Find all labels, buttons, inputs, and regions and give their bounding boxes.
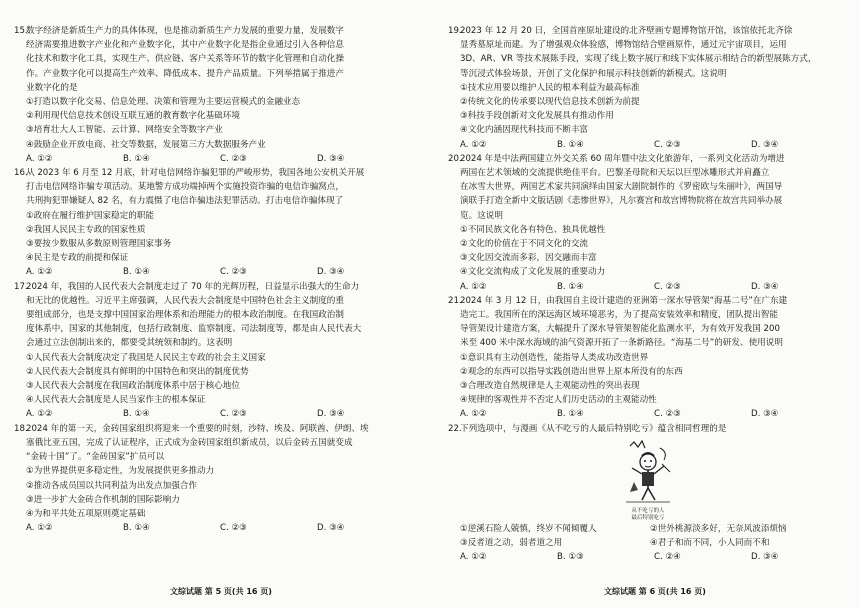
answer-choice: D. ③④ <box>317 523 345 534</box>
page-footer-right: 文综试题 第 6 页(共 16 页) <box>604 587 706 596</box>
answer-choices <box>448 550 848 564</box>
question-number: 15. <box>14 26 28 36</box>
question-number: 16. <box>14 168 28 179</box>
question-stem-line: “金砖十国”了。“金砖国家”扩员可以 <box>26 452 165 463</box>
question-stem-line: 塞俄比亚五国，完成了认证程序，正式成为金砖国家组织新成员，以后金砖五国就变成 <box>26 437 353 448</box>
question-number: 22. <box>448 423 462 434</box>
answer-choice: B. ①④ <box>123 523 150 534</box>
answer-choice: A. ①② <box>460 409 487 420</box>
answer-choice: C. ②③ <box>654 139 681 150</box>
statement-option: ③要按少数服从多数原则管理国家事务 <box>26 239 172 250</box>
answer-choice: B. ①④ <box>557 139 584 150</box>
statement-option: ④君子和而不同，小人同而不和 <box>650 538 770 549</box>
statement-option: ①为世界提供更多稳定性，为发展提供更多推动力 <box>26 466 215 477</box>
statement-option: ②利用现代信息技术创设互联互通的教育数字化基础环境 <box>26 111 240 122</box>
answer-choice: A. ①② <box>26 409 53 420</box>
answer-choice: D. ③④ <box>317 153 345 164</box>
question-stem-line: 等沉浸式体验场景，开创了文化保护和展示科技创新的新模式。这说明 <box>460 68 727 79</box>
statement-option: ④文化交流构成了文化发展的重要动力 <box>460 267 606 278</box>
question-15 <box>14 24 414 166</box>
answer-choice: C. ②③ <box>220 267 247 278</box>
question-stem-line: 业数字化的是 <box>26 82 78 93</box>
answer-choice: B. ①④ <box>557 409 584 420</box>
statement-option: ②观念的东西可以指导实践创造出世界上原本所没有的东西 <box>460 366 683 377</box>
answer-choices <box>14 521 414 535</box>
option-row <box>448 536 848 550</box>
statement-option: ③科技手段创新对文化发展具有推动作用 <box>460 111 614 122</box>
answer-choice: A. ①② <box>460 139 487 150</box>
page-footer-left: 文综试题 第 5 页(共 16 页) <box>170 587 272 596</box>
statement-option: ①不同民族文化各有特色、独具优越性 <box>460 224 606 235</box>
question-19 <box>448 24 848 152</box>
question-number: 19. <box>448 26 462 36</box>
statement-option: ①技术应用要以维护人民的根本利益为最高标准 <box>460 82 640 93</box>
statement-option: ③文化因交流而多彩，因交融而丰富 <box>460 253 597 264</box>
statement-option: ③进一步扩大金砖合作机制的国际影响力 <box>26 494 180 505</box>
answer-choice: C. ②③ <box>220 153 247 164</box>
statement-option: ③人民代表大会制度在我国政治制度体系中居于核心地位 <box>26 381 240 392</box>
question-22 <box>448 422 848 565</box>
question-stem-line: 2023 年 12 月 20 日，全国首座原址建设的北齐壁画专题博物馆开馆，该馆依托北齐徐 <box>460 26 793 36</box>
question-stem-line: 共刑拘犯罪嫌疑人 82 名，有力震慑了电信诈骗违法犯罪活动。打击电信诈骗体现了 <box>26 196 344 207</box>
statement-option: ④民主是专政的前提和保证 <box>26 253 129 264</box>
answer-choice: B. ①③ <box>557 552 584 563</box>
statement-option: ①政府在履行维护国家稳定的职能 <box>26 210 155 221</box>
question-stem-line: 2024 年是中法两国建立外交关系 60 周年暨中法文化旅游年，一系列文化活动为增进 <box>460 153 785 164</box>
question-17 <box>14 280 414 422</box>
statement-option: ③培育壮大人工智能、云计算、网络安全等数字产业 <box>26 125 223 136</box>
answer-choice: B. ①④ <box>123 409 150 420</box>
statement-option: ④人民代表大会制度是人民当家作主的根本保证 <box>26 395 206 406</box>
cartoon-figure <box>612 438 684 522</box>
statement-option: ③合理改造自然规律是人主观能动性的突出表现 <box>460 381 640 392</box>
question-stem-line: 会通过立法创制出来的，都要受其统领和制约。这表明 <box>26 338 233 349</box>
question-20 <box>448 152 848 294</box>
question-16 <box>14 166 414 280</box>
answer-choice: A. ①② <box>26 523 53 534</box>
question-number: 18. <box>14 423 28 434</box>
answer-choice: C. ②③ <box>654 281 681 292</box>
statement-option: ①打造以数字化交易、信息处理、决策和管理为主要运营模式的金融业态 <box>26 97 301 108</box>
question-stem-line: 在冰雪大世界，两国艺术家共同演绎由国家大剧院制作的《罗密欧与朱丽叶》，两国导 <box>460 182 783 193</box>
question-stem-line: 作。产业数字化可以提高生产效率、降低成本、提升产品质量。下列举措属于推进产 <box>26 68 344 79</box>
statement-option: ①人民代表大会制度决定了我国是人民民主专政的社会主义国家 <box>26 352 266 363</box>
answer-choice: D. ③④ <box>751 409 779 420</box>
option-row <box>448 522 848 536</box>
question-stem-line: 经济需要推进数字产业化和产业数字化，其中产业数字化是指企业通过引入各种信息 <box>26 40 344 51</box>
statement-option: ②我国人民民主专政的国家性质 <box>26 224 146 235</box>
statement-option: ②世外桃源淡多好，无奈风波添烦恼 <box>650 523 787 534</box>
answer-choice: A. ①② <box>460 552 487 563</box>
answer-choices <box>448 138 848 152</box>
answer-choice: B. ①④ <box>123 267 150 278</box>
answer-choice: D. ③④ <box>751 281 779 292</box>
question-number: 20. <box>448 153 462 164</box>
answer-choice: C. ②③ <box>220 523 247 534</box>
question-stem-line: 3D、AR、VR 等技术展陈手段，实现了线上数字展厅和线下实体展示相结合的新型展陈方式， <box>460 54 817 65</box>
right-column <box>448 24 848 565</box>
question-stem-line: 要组成部分，也是支撑中国国家治理体系和治理能力的根本政治制度。在我国政治制 <box>26 310 344 321</box>
question-stem-line: 化技术和数字化工具，实现生产、供应链、客户关系等环节的数字化管理和自动化操 <box>26 54 344 65</box>
statement-option: ③反者道之动，弱者道之用 <box>460 538 563 549</box>
answer-choice: A. ①② <box>460 281 487 292</box>
answer-choice: C. ②④ <box>654 552 681 563</box>
answer-choice: D. ③④ <box>317 267 345 278</box>
statement-option: ④文化内涵因现代科技而不断丰富 <box>460 125 589 136</box>
answer-choice: D. ③④ <box>751 552 779 563</box>
question-stem-line: 度体系中，国家的其他制度，包括行政制度、监察制度、司法制度等，都是由人民代表大 <box>26 324 362 335</box>
question-18 <box>14 422 414 536</box>
question-stem-line: 2024 年的第一天，金砖国家组织将迎来一个重要的时刻，沙特、埃及、阿联酋、伊朗、埃 <box>26 423 369 434</box>
question-stem-line: 米至 400 米中深水海域的油气资源开拓了一条新路径。“海基二号”的研发、使用说明 <box>460 338 783 349</box>
left-column <box>14 24 414 535</box>
cartoon-caption: 最后特别吃亏 <box>631 514 665 521</box>
question-stem-line: 2024 年 3 月 12 日，由我国自主设计建造的亚洲第一深水导管架“海基二号”在广东建 <box>460 295 788 306</box>
question-stem-line: 和无比的优越性。习近平主席强调，人民代表大会制度是中国特色社会主义制度的重 <box>26 295 344 306</box>
answer-choice: D. ③④ <box>317 409 345 420</box>
answer-choices <box>14 407 414 421</box>
statement-option: ②文化的价值在于不同文化的交流 <box>460 239 589 250</box>
question-stem-line: 打击电信网络诈骗专项活动。某地警方成功端掉两个实施投资诈骗的电信诈骗窝点， <box>26 182 344 193</box>
statement-option: ②传统文化的传承要以现代信息技术创新为前提 <box>460 97 640 108</box>
cartoon-caption: 从不吃亏的人 <box>631 507 665 514</box>
question-stem-line: 演联手打造全新中文版话剧《悲惨世界》，凡尔赛宫和故宫博物院将在故宫共同举办展 <box>460 196 783 207</box>
question-stem-line: 下列选项中，与漫画《从不吃亏的人最后特别吃亏》蕴含相同哲理的是 <box>460 423 727 434</box>
question-stem-line: 2024 年，我国的人民代表大会制度走过了 70 年的光辉历程，日益显示出强大的生命力 <box>26 281 360 292</box>
question-stem-line: 显秀墓原址而建。为了增强观众体验感，博物馆结合壁画原件，通过元宇宙项目，运用 <box>460 40 787 51</box>
answer-choices <box>14 265 414 279</box>
question-stem-line: 览。这说明 <box>460 210 503 221</box>
statement-option: ①意识具有主动创造性，能指导人类成功改造世界 <box>460 352 649 363</box>
question-stem-line: 导管架设计建造方案，大幅提升了深水导管架智能化监测水平，为有效开发我国 200 <box>460 324 780 335</box>
question-stem-line: 从 2023 年 6 月至 12 月底，针对电信网络诈骗犯罪的严峻形势，我国各地公安机关开展 <box>26 168 365 179</box>
answer-choice: C. ②③ <box>220 409 247 420</box>
answer-choices <box>14 152 414 166</box>
statement-option: ①逆溪石险人兢慎，终岁不闻倾覆人 <box>460 523 597 534</box>
question-stem-line: 数字经济是新质生产力的具体体现，也是推动新质生产力发展的重要力量，发展数字 <box>26 26 344 36</box>
question-number: 17. <box>14 281 28 292</box>
question-number: 21. <box>448 295 462 306</box>
cartoon-drawing-icon <box>612 438 684 508</box>
statement-option: ②人民代表大会制度具有鲜明的中国特色和突出的制度优势 <box>26 366 249 377</box>
answer-choice: B. ①④ <box>557 281 584 292</box>
statement-option: ④为和平共处五项原则奠定基础 <box>26 508 146 519</box>
answer-choices <box>448 280 848 294</box>
answer-choice: A. ①② <box>26 153 53 164</box>
question-21 <box>448 294 848 422</box>
question-stem-line: 造完工。我国所在的深远海区域环境恶劣，为了提高安装效率和精度，团队提出智能 <box>460 310 778 321</box>
cartoon-area <box>448 436 848 522</box>
statement-option: ④鼓励企业开放电商、社交等数据，发展第三方大数据服务产业 <box>26 139 266 150</box>
answer-choice: B. ①④ <box>123 153 150 164</box>
statement-option: ②推动各成员国以共同利益为出发点加强合作 <box>26 480 197 491</box>
answer-choice: D. ③④ <box>751 139 779 150</box>
question-stem-line: 两国在艺术领域的交流提供绝佳平台。巴黎圣母院和天坛以巨型冰雕形式并肩矗立 <box>460 168 770 179</box>
answer-choice: A. ①② <box>26 267 53 278</box>
answer-choice: C. ②③ <box>654 409 681 420</box>
statement-option: ④规律的客观性并不否定人们历史活动的主观能动性 <box>460 395 657 406</box>
answer-choices <box>448 407 848 421</box>
